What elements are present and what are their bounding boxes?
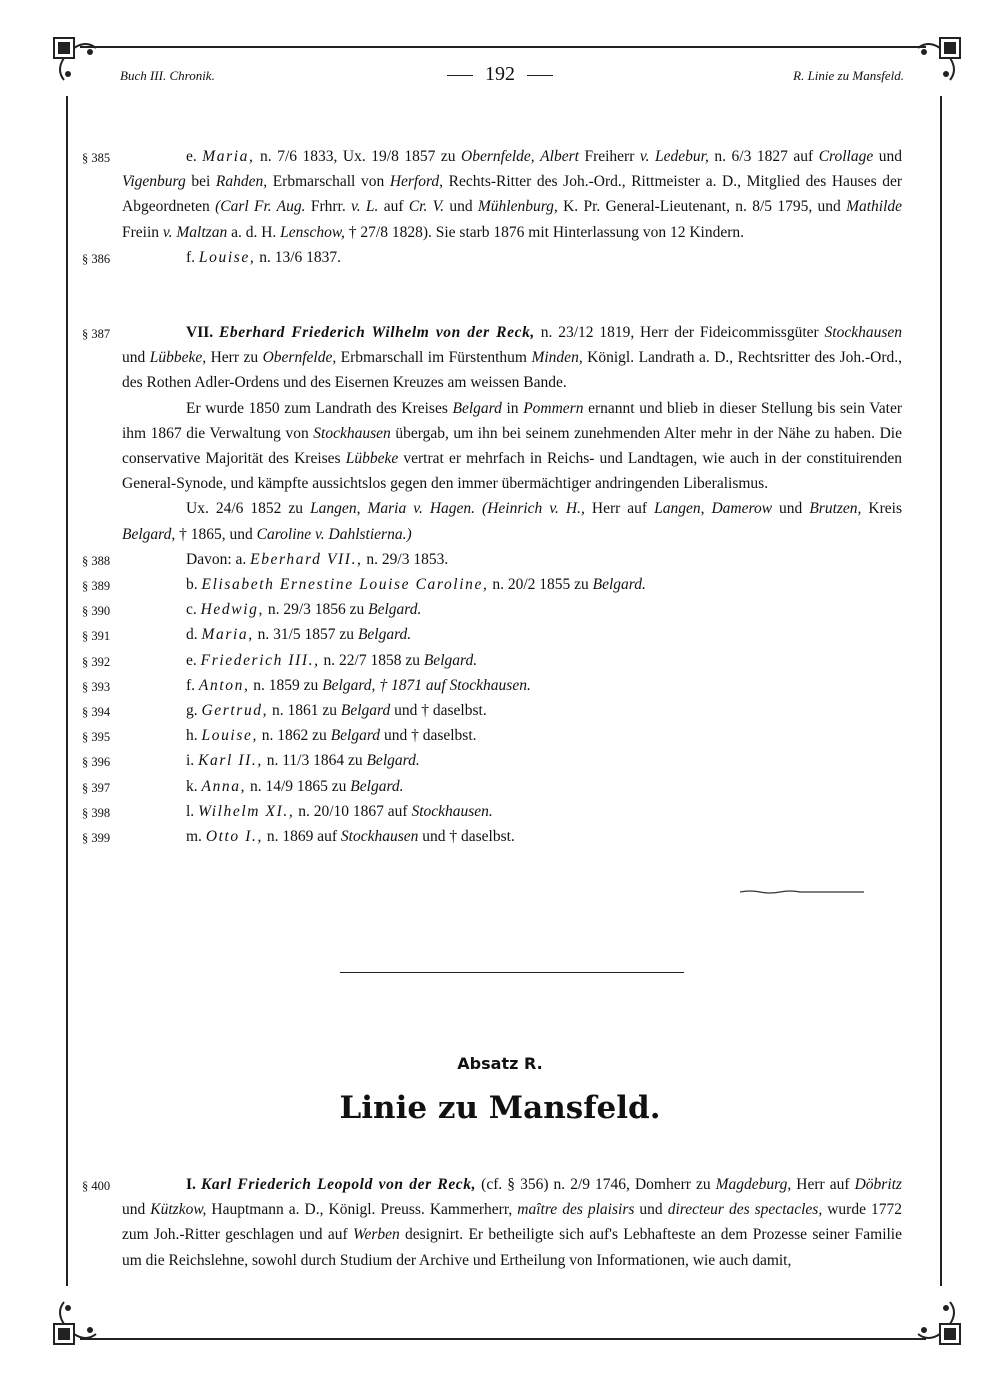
child-name: Elisabeth Ernestine Louise Caroline, [201,576,489,594]
section-label: Absatz R. [457,1054,543,1073]
list-item: § 394 g. Gertrud, n. 1861 zu Belgard und † daselbst. [122,698,902,723]
list-item: § 399 m. Otto I., n. 1869 auf Stockhausen und † daselbst. [122,824,902,849]
section-number: § 385 [82,151,111,165]
entry-387-paragraph-3: Ux. 24/6 1852 zu Langen, Maria v. Hagen. (Heinrich v. H., Herr auf Langen, Damerow und Brutzen, Kreis Belgard, † 1865, und Caroline v. Dahlstierna.) [122,500,903,543]
section-number: § 399 [82,831,111,846]
person-name: Karl Friederich Leopold von der Reck, [200,1176,477,1193]
child-name: Friederich III., [200,651,320,669]
section-number: § 396 [82,755,111,770]
section-number: § 386 [82,251,111,266]
child-name: Anna, [201,777,247,795]
list-item: § 397 k. Anna, n. 14/9 1865 zu Belgard. [122,774,902,799]
header-left: Buch III. Chronik. [120,68,215,83]
corner-ornament-bottom-right [912,1296,968,1352]
section-number: § 389 [82,579,111,594]
section-number: § 395 [82,730,111,745]
list-item: § 390 c. Hedwig, n. 29/3 1856 zu Belgard. [122,597,902,622]
entries-block-1 [82,144,903,270]
section-number: § 393 [82,679,111,694]
child-name: Louise, [201,727,258,745]
frame-top-border [80,46,926,48]
section-number: § 394 [82,705,111,720]
child-name: Wilhelm XI., [198,802,295,820]
list-item: § 393 f. Anton, n. 1859 zu Belgard, † 1871 auf Stockhausen. [122,673,902,698]
child-name: Anton, [198,676,250,694]
header-right: R. Linie zu Mansfeld. [793,68,904,83]
child-name: Karl II., [198,752,263,770]
list-item: § 388 Davon: a. Eberhard VII., n. 29/3 1853. [122,547,902,572]
section-number: § 391 [82,629,111,644]
end-flourish [740,888,864,896]
entry-387-paragraph-2: Er wurde 1850 zum Landrath des Kreises Belgard in Pommern ernannt und blieb in dieser Stellung bis sein Vater ihm 1867 die Verwaltung von Stockhausen übergab, um ihn bei seinem zunehmenden Alter mehr in der Nähe zu haben. Die conservative Majorität des Kreises Lübbeke vertrat er mehrfach in Reichs- und Landtagen, wie auch in der constituirenden General-Synode, und kämpfte aussichtslos gegen den immer übermächtiger andringenden Liberalismus. [122,399,902,493]
corner-ornament-bottom-left [46,1296,102,1352]
person-name: Louise, [198,248,256,266]
section-number: § 398 [82,805,111,820]
child-name: Maria, [201,626,254,644]
section-number: § 392 [82,654,111,669]
page-number-text: 192 [485,63,515,85]
entry-386: § 386 f. Louise, n. 13/6 1837. [122,245,902,270]
person-name: Eberhard Friederich Wilhelm von der Reck, [218,324,535,341]
child-name: Eberhard VII., [250,550,363,568]
section-divider [340,972,684,973]
child-name: Otto I., [205,828,263,846]
entries-block-2 [82,320,903,849]
entry-385: § 385 e. Maria, n. 7/6 1833, Ux. 19/8 1857 zu Obernfelde, Albert Freiherr v. Ledebur, n. 6/3 1827 auf Crollage und Vigenburg bei Rahden, Erbmarschall von Herford, Rechts-Ritter des Joh.-Ord., Rittmeister a. D., Mitglied des Hauses der Abgeordneten (Carl Fr. Aug. Frhrr. v. L. auf Cr. V. und Mühlenburg, K. Pr. General-Lieutenant, n. 8/5 1795, und Mathilde Freiin v. Maltzan a. d. H. Lenschow, † 27/8 1828). Sie starb 1876 mit Hinterlassung von 12 Kindern. [82,148,903,241]
frame-bottom-border [80,1338,926,1340]
child-name: Hedwig, [200,601,264,619]
list-item: § 395 h. Louise, n. 1862 zu Belgard und † daselbst. [122,723,902,748]
section-number: § 400 [82,1179,111,1193]
list-item: § 389 b. Elisabeth Ernestine Louise Caroline, n. 20/2 1855 zu Belgard. [122,572,902,597]
child-name: Gertrud, [201,702,269,720]
children-list [82,547,902,849]
entry-387: § 387 VII. Eberhard Friederich Wilhelm von der Reck, n. 23/12 1819, Herr der Fideicommissgüter Stockhausen und Lübbeke, Herr zu Obernfelde, Erbmarschall im Fürstenthum Minden, Königl. Landrath a. D., Rechtsritter des Joh.-Ord., des Rothen Adler-Ordens und des Eisernen Kreuzes am weissen Bande. [82,324,903,392]
entries-block-3 [82,1172,902,1273]
list-item: § 398 l. Wilhelm XI., n. 20/10 1867 auf Stockhausen. [122,799,902,824]
entry-400: § 400 I. Karl Friederich Leopold von der Reck, (cf. § 356) n. 2/9 1746, Domherr zu Magdeburg, Herr auf Döbritz und Kützkow, Hauptmann a. D., Königl. Preuss. Kammerherr, maître des plaisirs und directeur des spectacles, wurde 1772 zum Joh.-Ritter geschlagen und auf Werben designirt. Er betheiligte sich auf's Lebhafteste an dem Prozesse seiner Familie um die Reichslehne, sowohl durch Studium der Archive und Ertheilung von Informationen, wie auch damit, [82,1176,902,1269]
list-item: § 396 i. Karl II., n. 11/3 1864 zu Belgard. [122,748,902,773]
section-number: § 397 [82,780,111,795]
list-item: § 391 d. Maria, n. 31/5 1857 zu Belgard. [122,622,902,647]
list-item: § 392 e. Friederich III., n. 22/7 1858 zu Belgard. [122,648,902,673]
section-title: Linie zu Mansfeld. [339,1090,661,1126]
person-name: Maria, [202,148,255,165]
section-number: § 388 [82,553,111,568]
section-number: § 387 [82,327,111,341]
section-number: § 390 [82,604,111,619]
